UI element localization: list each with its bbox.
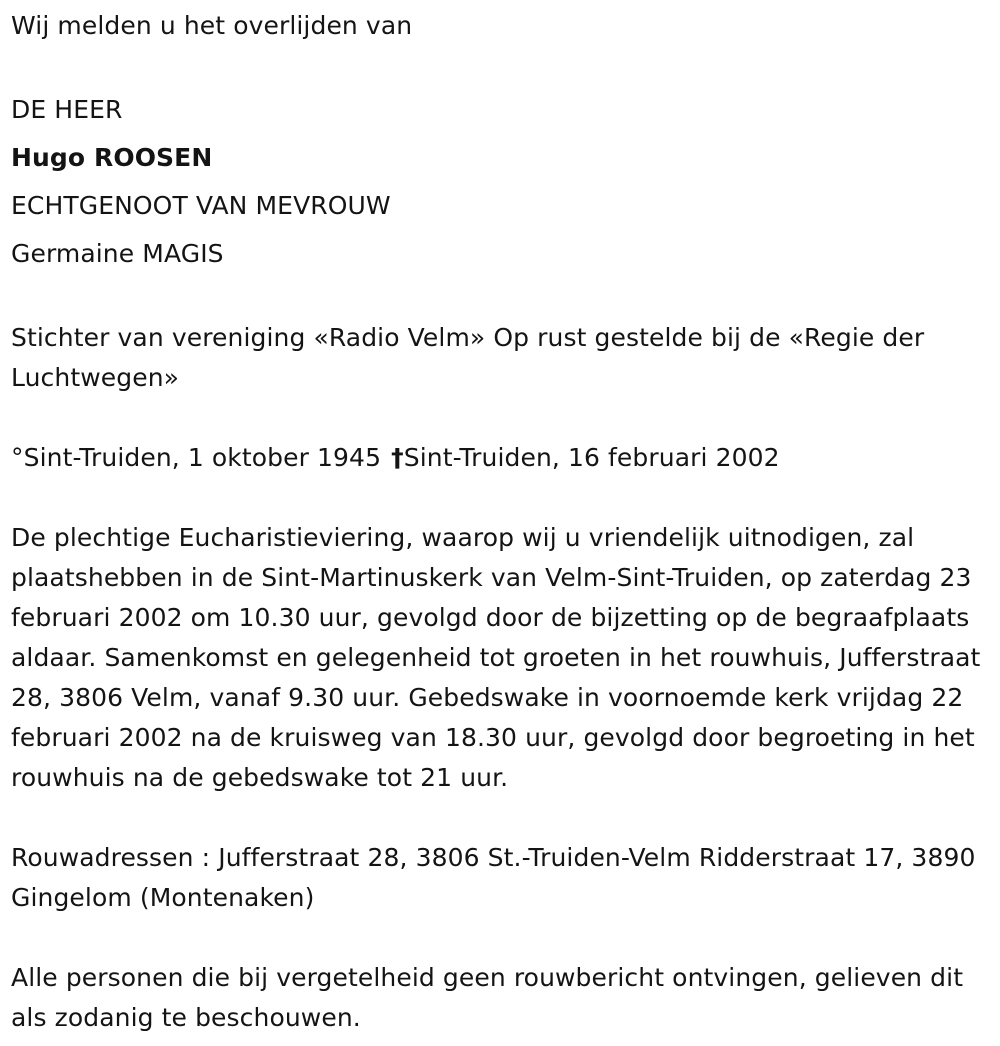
life-dates	[11, 438, 991, 478]
closing-paragraph: Alle personen die bij vergetelheid geen rouwbericht ontvingen, gelieven dit als zodanig te beschouwen.	[11, 963, 964, 1032]
role-paragraph: Stichter van vereniging «Radio Velm» Op rust gestelde bij de «Regie der Luchtwegen»	[11, 323, 925, 392]
death-date: Sint-Truiden, 16 februari 2002	[403, 443, 780, 472]
deceased-name: Hugo ROOSEN	[11, 143, 213, 172]
birth-date: Sint-Truiden, 1 oktober 1945	[23, 443, 382, 472]
death-notice	[11, 0, 991, 1038]
relation-line: ECHTGENOOT VAN MEVROUW	[11, 191, 391, 220]
cross-icon: †	[391, 443, 404, 472]
birth-marker: °	[11, 443, 24, 472]
spouse-name: Germaine MAGIS	[11, 239, 224, 268]
addresses-paragraph: Rouwadressen : Jufferstraat 28, 3806 St.-Truiden-Velm Ridderstraat 17, 3890 Gingelom (Montenaken)	[11, 843, 976, 912]
ceremony-paragraph: De plechtige Eucharistieviering, waarop wij u vriendelijk uitnodigen, zal plaatshebben in de Sint-Martinuskerk van Velm-Sint-Truiden, op zaterdag 23 februari 2002 om 10.30 uur, gevolgd door de bijzetting op de begraafplaats aldaar. Samenkomst en gelegenheid tot groeten in het rouwhuis, Jufferstraat 28, 3806 Velm, vanaf 9.30 uur. Gebedswake in voornoemde kerk vrijdag 22 februari 2002 na de kruisweg van 18.30 uur, gevolgd door begroeting in het rouwhuis na de gebedswake tot 21 uur.	[11, 523, 981, 792]
intro-line: Wij melden u het overlijden van	[11, 11, 413, 40]
deceased-block	[11, 86, 991, 278]
deceased-title: DE HEER	[11, 95, 123, 124]
